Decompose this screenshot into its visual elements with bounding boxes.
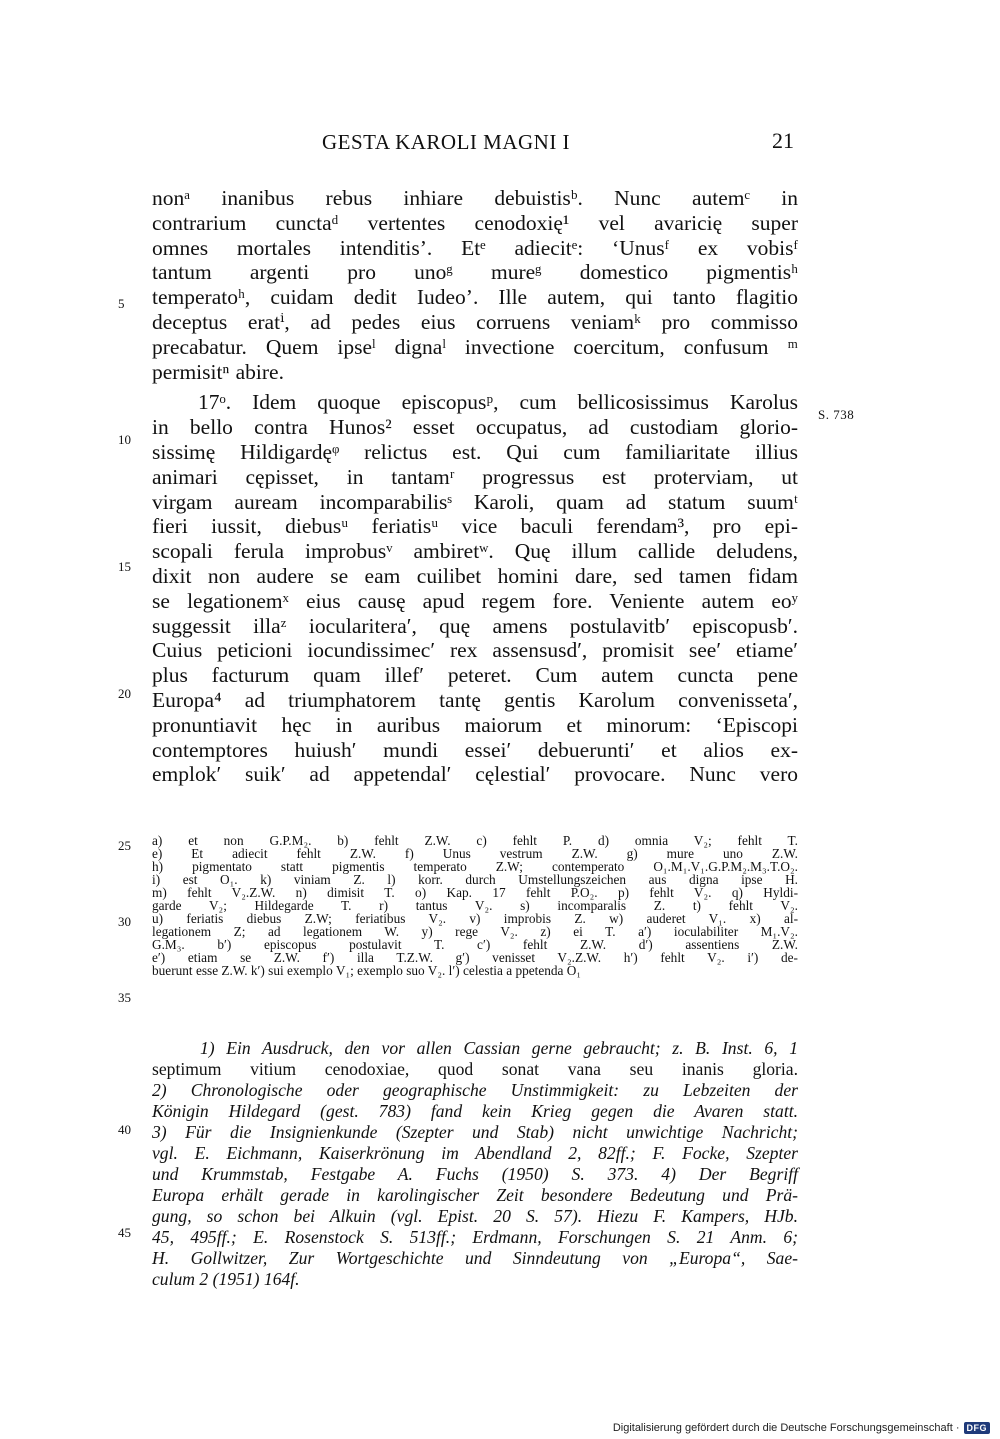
text-line: fieri iussit, diebusᵘ feriatisᵘ vice baculi ferendam³, pro epi- bbox=[152, 514, 798, 539]
note-line: culum 2 (1951) 164f. bbox=[152, 1269, 300, 1289]
note-line: 1) Ein Ausdruck, den vor allen Cassian gerne gebraucht; z. B. Inst. 6, 1 bbox=[200, 1038, 798, 1058]
text-line: temperatoʰ, cuidam dedit Iudeo’. Ille autem, qui tanto flagitio bbox=[152, 285, 798, 310]
text-line: deceptus eratⁱ, ad pedes eius corruens veniamᵏ pro commisso bbox=[152, 309, 798, 334]
line-number: 10 bbox=[118, 432, 131, 447]
text-line: sissimę Hildigardęᵠ relictus est. Qui cum familiaritate illius bbox=[152, 439, 798, 464]
note-line: 2) Chronologische oder geographische Unstimmigkeit: zu Lebzeiten der bbox=[152, 1080, 798, 1100]
text-line: nonᵃ inanibus rebus inhiare debuistisᵇ. Nunc autemᶜ in bbox=[152, 186, 798, 210]
main-text bbox=[152, 186, 798, 787]
apparatus-line: a) et non G.P.M₂. b) fehlt Z.W. c) fehlt P. d) omnia V₂; fehlt T. bbox=[152, 833, 798, 848]
note-line: 3) Für die Insignienkunde (Szepter und Stab) nicht unwichtige Nachricht; bbox=[152, 1122, 798, 1142]
text-line: pronuntiavit hęc in auribus maiorum et minorum: ‘Episcopi bbox=[152, 712, 798, 737]
text-line: tantum argenti pro unoᵍ mureᵍ domestico pigmentisʰ bbox=[152, 260, 798, 285]
text-line: se legationemˣ eius causę apud regem fore. Veniente autem eoʸ bbox=[152, 588, 798, 613]
text-line: scopali ferula improbusᵛ ambiretʷ. Quę illum callide deludens, bbox=[152, 539, 798, 564]
note-line: Europa erhält gerade in karolingischer Zeit besondere Bedeutung und Prä- bbox=[152, 1185, 798, 1205]
apparatus-line: i) est O₁. k) viniam Z. l) korr. durch Umstellungszeichen aus digna ipse H. bbox=[152, 872, 798, 887]
apparatus-line: m) fehlt V₂.Z.W. n) dimisit T. o) Kap. 17 fehlt P.O₂. p) fehlt V₂. q) Hyldi- bbox=[152, 885, 798, 900]
note-line: gung, so schon bei Alkuin (vgl. Epist. 20 S. 57). Hiezu F. Kampers, HJb. bbox=[152, 1206, 798, 1226]
running-head: GESTA KAROLI MAGNI I bbox=[322, 130, 571, 154]
apparatus-line: e′) etiam se Z.W. f′) illa T.Z.W. g′) venisset V₂.Z.W. h′) fehlt V₂. i′) de- bbox=[152, 950, 798, 965]
text-line: precabatur. Quem ipseˡ dignaˡ invectione coercitum, confusum ᵐ bbox=[152, 334, 798, 359]
text-line: permisitⁿ abire. bbox=[152, 359, 284, 384]
credit-text: Digitalisierung gefördert durch die Deutsche Forschungsgemeinschaft · bbox=[612, 1422, 960, 1434]
note-line: septimum vitium cenodoxiae, quod sonat vana seu inanis gloria. bbox=[152, 1059, 798, 1079]
apparatus-line: e) Et adiecit fehlt Z.W. f) Unus vestrum Z.W. g) mure uno Z.W. bbox=[152, 846, 798, 861]
text-line: Cuius peticioni iocundissimec′ rex assensusd′, promisit see′ etiame′ bbox=[152, 638, 798, 663]
text-line: omnes mortales intenditis’. Etᵉ adiecitᵉ: ‘Unusᶠ ex vobisᶠ bbox=[152, 235, 798, 260]
digitization-credit bbox=[613, 1422, 990, 1434]
text-line: dixit non audere se eam cuilibet homini dare, sed tamen fidam bbox=[152, 563, 798, 588]
margin-page-reference: S. 738 bbox=[818, 407, 855, 422]
line-number: 5 bbox=[118, 296, 125, 311]
apparatus-line: garde V₂; Hildegarde T. r) tantus V₂. s) incomparalis Z. t) fehlt V₂. bbox=[152, 898, 798, 913]
apparatus-line: G.M₃. b′) episcopus postulavit T. c′) fehlt Z.W. d′) assentiens Z.W. bbox=[152, 937, 798, 952]
text-line: emplok′ suik′ ad appetendal′ cęlestial′ provocare. Nunc vero bbox=[152, 762, 798, 787]
line-number: 40 bbox=[118, 1122, 131, 1137]
text-line: contemptores huiush′ mundi essei′ debuerunti′ et alios ex- bbox=[152, 737, 798, 762]
apparatus-line: u) feriatis diebus Z.W; feriatibus V₂. v) improbis Z. w) auderet V₁. x) al- bbox=[152, 911, 798, 926]
line-number: 35 bbox=[118, 990, 131, 1005]
text-line: animari cępisset, in tantamʳ progressus est proterviam, ut bbox=[152, 464, 798, 489]
apparatus-line: buerunt esse Z.W. k′) sui exemplo V₁; exemplo suo V₂. l′) celestia a ppetenda O₁ bbox=[152, 963, 581, 978]
explanatory-notes bbox=[152, 1038, 798, 1290]
text-line: suggessit illaᶻ iocularitera′, quę amens postulavitb′ episcopusb′. bbox=[152, 613, 798, 638]
line-number: 20 bbox=[118, 686, 131, 701]
critical-apparatus bbox=[152, 834, 798, 977]
note-line: und Krummstab, Festgabe A. Fuchs (1950) S. 373. 4) Der Begriff bbox=[152, 1164, 798, 1184]
text-line: virgam auream incomparabilisˢ Karoli, quam ad statum suumᵗ bbox=[152, 489, 798, 514]
text-line: in bello contra Hunos² esset occupatus, ad custodiam glorio- bbox=[152, 415, 798, 440]
note-line: Königin Hildegard (gest. 783) fand kein Krieg gegen die Avaren statt. bbox=[152, 1101, 798, 1121]
dfg-logo-icon: DFG bbox=[964, 1422, 991, 1434]
chapter-start-line: 17ᵒ. Idem quoque episcopusᵖ, cum bellicosissimus Karolus bbox=[198, 390, 798, 415]
text-line: contrarium cunctaᵈ vertentes cenodoxię¹ vel avaricię super bbox=[152, 210, 798, 235]
text-line: Europa⁴ ad triumphatorem tantę gentis Karolum convenisseta′, bbox=[152, 687, 798, 712]
line-number: 25 bbox=[118, 838, 131, 853]
page-number: 21 bbox=[772, 128, 794, 153]
apparatus-line: h) pigmentato statt pigmentis temperato Z.W; contemperato O₁.M₁.V₁.G.P.M₂.M₃.T.O₂. bbox=[152, 859, 798, 874]
text-line: plus facturum quam illef′ peteret. Cum autem cuncta pene bbox=[152, 663, 798, 688]
line-number: 15 bbox=[118, 559, 131, 574]
note-line: H. Gollwitzer, Zur Wortgeschichte und Sinndeutung von „Europa“, Sae- bbox=[152, 1248, 798, 1268]
line-number: 45 bbox=[118, 1225, 131, 1240]
apparatus-line: legationem Z; ad legationem W. y) rege V₂. z) ei T. a′) ioculabiliter M₁.V₂. bbox=[152, 924, 798, 939]
line-number: 30 bbox=[118, 914, 131, 929]
note-line: vgl. E. Eichmann, Kaiserkrönung im Abendland 2, 82ff.; F. Focke, Szepter bbox=[152, 1143, 798, 1163]
note-line: 45, 495ff.; E. Rosenstock S. 513ff.; Erdmann, Forschungen S. 21 Anm. 6; bbox=[152, 1227, 798, 1247]
